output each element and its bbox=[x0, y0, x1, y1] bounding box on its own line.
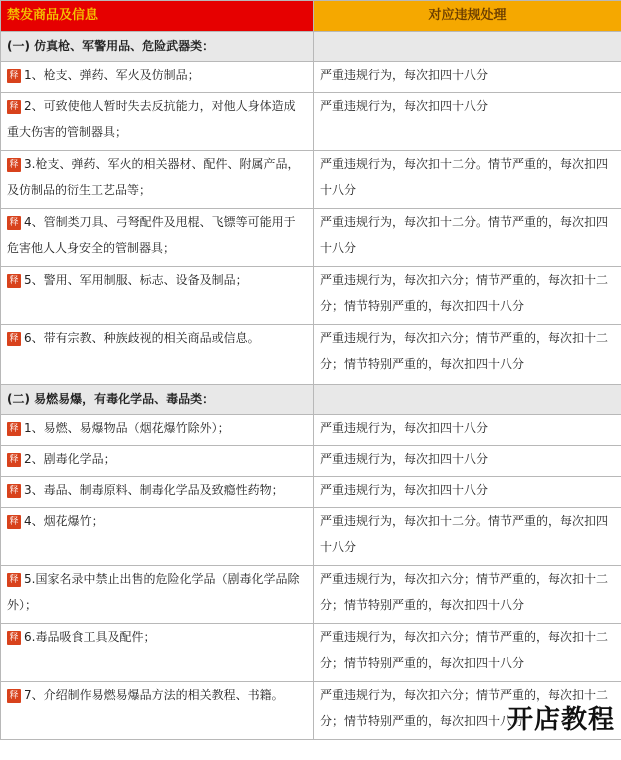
section-blank bbox=[314, 32, 621, 62]
penalty-text: 严重违规行为，每次扣四十八分 bbox=[314, 62, 621, 93]
table-row bbox=[1, 477, 621, 508]
table-header bbox=[1, 1, 621, 32]
penalty-text: 严重违规行为，每次扣六分；情节严重的，每次扣十二分；情节特别严重的，每次扣四十八分 bbox=[314, 325, 621, 385]
prohibited-item-text: 4、管制类刀具、弓弩配件及甩棍、飞镖等可能用于危害他人人身安全的管制器具； bbox=[7, 215, 296, 255]
penalty-text: 严重违规行为，每次扣四十八分 bbox=[314, 93, 621, 151]
section-blank bbox=[314, 385, 621, 415]
prohibited-item-text: 3、毒品、制毒原料、制毒化学品及致瘾性药物； bbox=[24, 483, 284, 497]
table-row bbox=[1, 508, 621, 566]
table-row bbox=[1, 624, 621, 682]
penalty-text: 严重违规行为，每次扣六分；情节严重的，每次扣十二分；情节特别严重的，每次扣四十八分 bbox=[314, 624, 621, 682]
section-title: (一) 仿真枪、军警用品、危险武器类： bbox=[1, 32, 314, 62]
explain-icon[interactable]: 释 bbox=[7, 274, 21, 288]
section-header bbox=[1, 385, 621, 415]
prohibited-item-text: 2、剧毒化学品； bbox=[24, 452, 116, 466]
prohibited-item bbox=[1, 682, 314, 740]
explain-icon[interactable]: 释 bbox=[7, 453, 21, 467]
prohibited-item-text: 4、烟花爆竹； bbox=[24, 514, 104, 528]
penalty-text: 严重违规行为，每次扣六分；情节严重的，每次扣十二分；情节特别严重的，每次扣四十八分 bbox=[314, 267, 621, 325]
explain-icon[interactable]: 释 bbox=[7, 332, 21, 346]
penalty-text: 严重违规行为，每次扣六分；情节严重的，每次扣十二分；情节特别严重的，每次扣四十八分 bbox=[314, 682, 621, 740]
header-prohibited-items: 禁发商品及信息 bbox=[1, 1, 314, 32]
table-row bbox=[1, 415, 621, 446]
prohibited-item-text: 5、警用、军用制服、标志、设备及制品； bbox=[24, 273, 248, 287]
explain-icon[interactable]: 释 bbox=[7, 422, 21, 436]
explain-icon[interactable]: 释 bbox=[7, 484, 21, 498]
penalty-text: 严重违规行为，每次扣十二分。情节严重的，每次扣四十八分 bbox=[314, 508, 621, 566]
prohibited-item bbox=[1, 415, 314, 446]
section-header bbox=[1, 32, 621, 62]
table-row bbox=[1, 151, 621, 209]
prohibited-item bbox=[1, 93, 314, 151]
penalty-text: 严重违规行为，每次扣六分；情节严重的，每次扣十二分；情节特别严重的，每次扣四十八分 bbox=[314, 566, 621, 624]
prohibited-item-text: 1、易燃、易爆物品（烟花爆竹除外）； bbox=[24, 421, 230, 435]
table-row bbox=[1, 446, 621, 477]
prohibited-item-text: 1、枪支、弹药、军火及仿制品； bbox=[24, 68, 200, 82]
prohibited-item-text: 6、带有宗教、种族歧视的相关商品或信息。 bbox=[24, 331, 260, 345]
section-title: (二) 易燃易爆，有毒化学品、毒品类： bbox=[1, 385, 314, 415]
penalty-text: 严重违规行为，每次扣四十八分 bbox=[314, 415, 621, 446]
header-penalty: 对应违规处理 bbox=[314, 1, 621, 32]
prohibited-item-text: 2、可致使他人暂时失去反抗能力，对他人身体造成重大伤害的管制器具； bbox=[7, 99, 296, 139]
explain-icon[interactable]: 释 bbox=[7, 631, 21, 645]
explain-icon[interactable]: 释 bbox=[7, 158, 21, 172]
table-row bbox=[1, 62, 621, 93]
prohibited-item bbox=[1, 151, 314, 209]
prohibited-item-text: 3.枪支、弹药、军火的相关器材、配件、附属产品，及仿制品的衍生工艺品等； bbox=[7, 157, 300, 197]
prohibited-item bbox=[1, 325, 314, 385]
prohibited-item-text: 7、介绍制作易燃易爆品方法的相关教程、书籍。 bbox=[24, 688, 284, 702]
penalty-text: 严重违规行为，每次扣十二分。情节严重的，每次扣四十八分 bbox=[314, 209, 621, 267]
prohibited-item bbox=[1, 209, 314, 267]
table-row bbox=[1, 325, 621, 385]
explain-icon[interactable]: 释 bbox=[7, 573, 21, 587]
explain-icon[interactable]: 释 bbox=[7, 100, 21, 114]
prohibited-item-text: 6.毒品吸食工具及配件； bbox=[24, 630, 156, 644]
prohibited-item bbox=[1, 508, 314, 566]
explain-icon[interactable]: 释 bbox=[7, 689, 21, 703]
penalty-text: 严重违规行为，每次扣四十八分 bbox=[314, 477, 621, 508]
explain-icon[interactable]: 释 bbox=[7, 216, 21, 230]
penalty-text: 严重违规行为，每次扣四十八分 bbox=[314, 446, 621, 477]
prohibited-item-text: 5.国家名录中禁止出售的危险化学品（剧毒化学品除外）； bbox=[7, 572, 300, 612]
table-row bbox=[1, 566, 621, 624]
prohibited-item bbox=[1, 62, 314, 93]
table-row bbox=[1, 93, 621, 151]
explain-icon[interactable]: 释 bbox=[7, 69, 21, 83]
prohibited-item bbox=[1, 267, 314, 325]
table-row bbox=[1, 267, 621, 325]
table-row bbox=[1, 209, 621, 267]
explain-icon[interactable]: 释 bbox=[7, 515, 21, 529]
prohibited-item bbox=[1, 477, 314, 508]
watermark: 开店教程 bbox=[506, 705, 615, 735]
penalty-text: 严重违规行为，每次扣十二分。情节严重的，每次扣四十八分 bbox=[314, 151, 621, 209]
prohibited-item bbox=[1, 624, 314, 682]
prohibited-item bbox=[1, 446, 314, 477]
prohibited-item bbox=[1, 566, 314, 624]
